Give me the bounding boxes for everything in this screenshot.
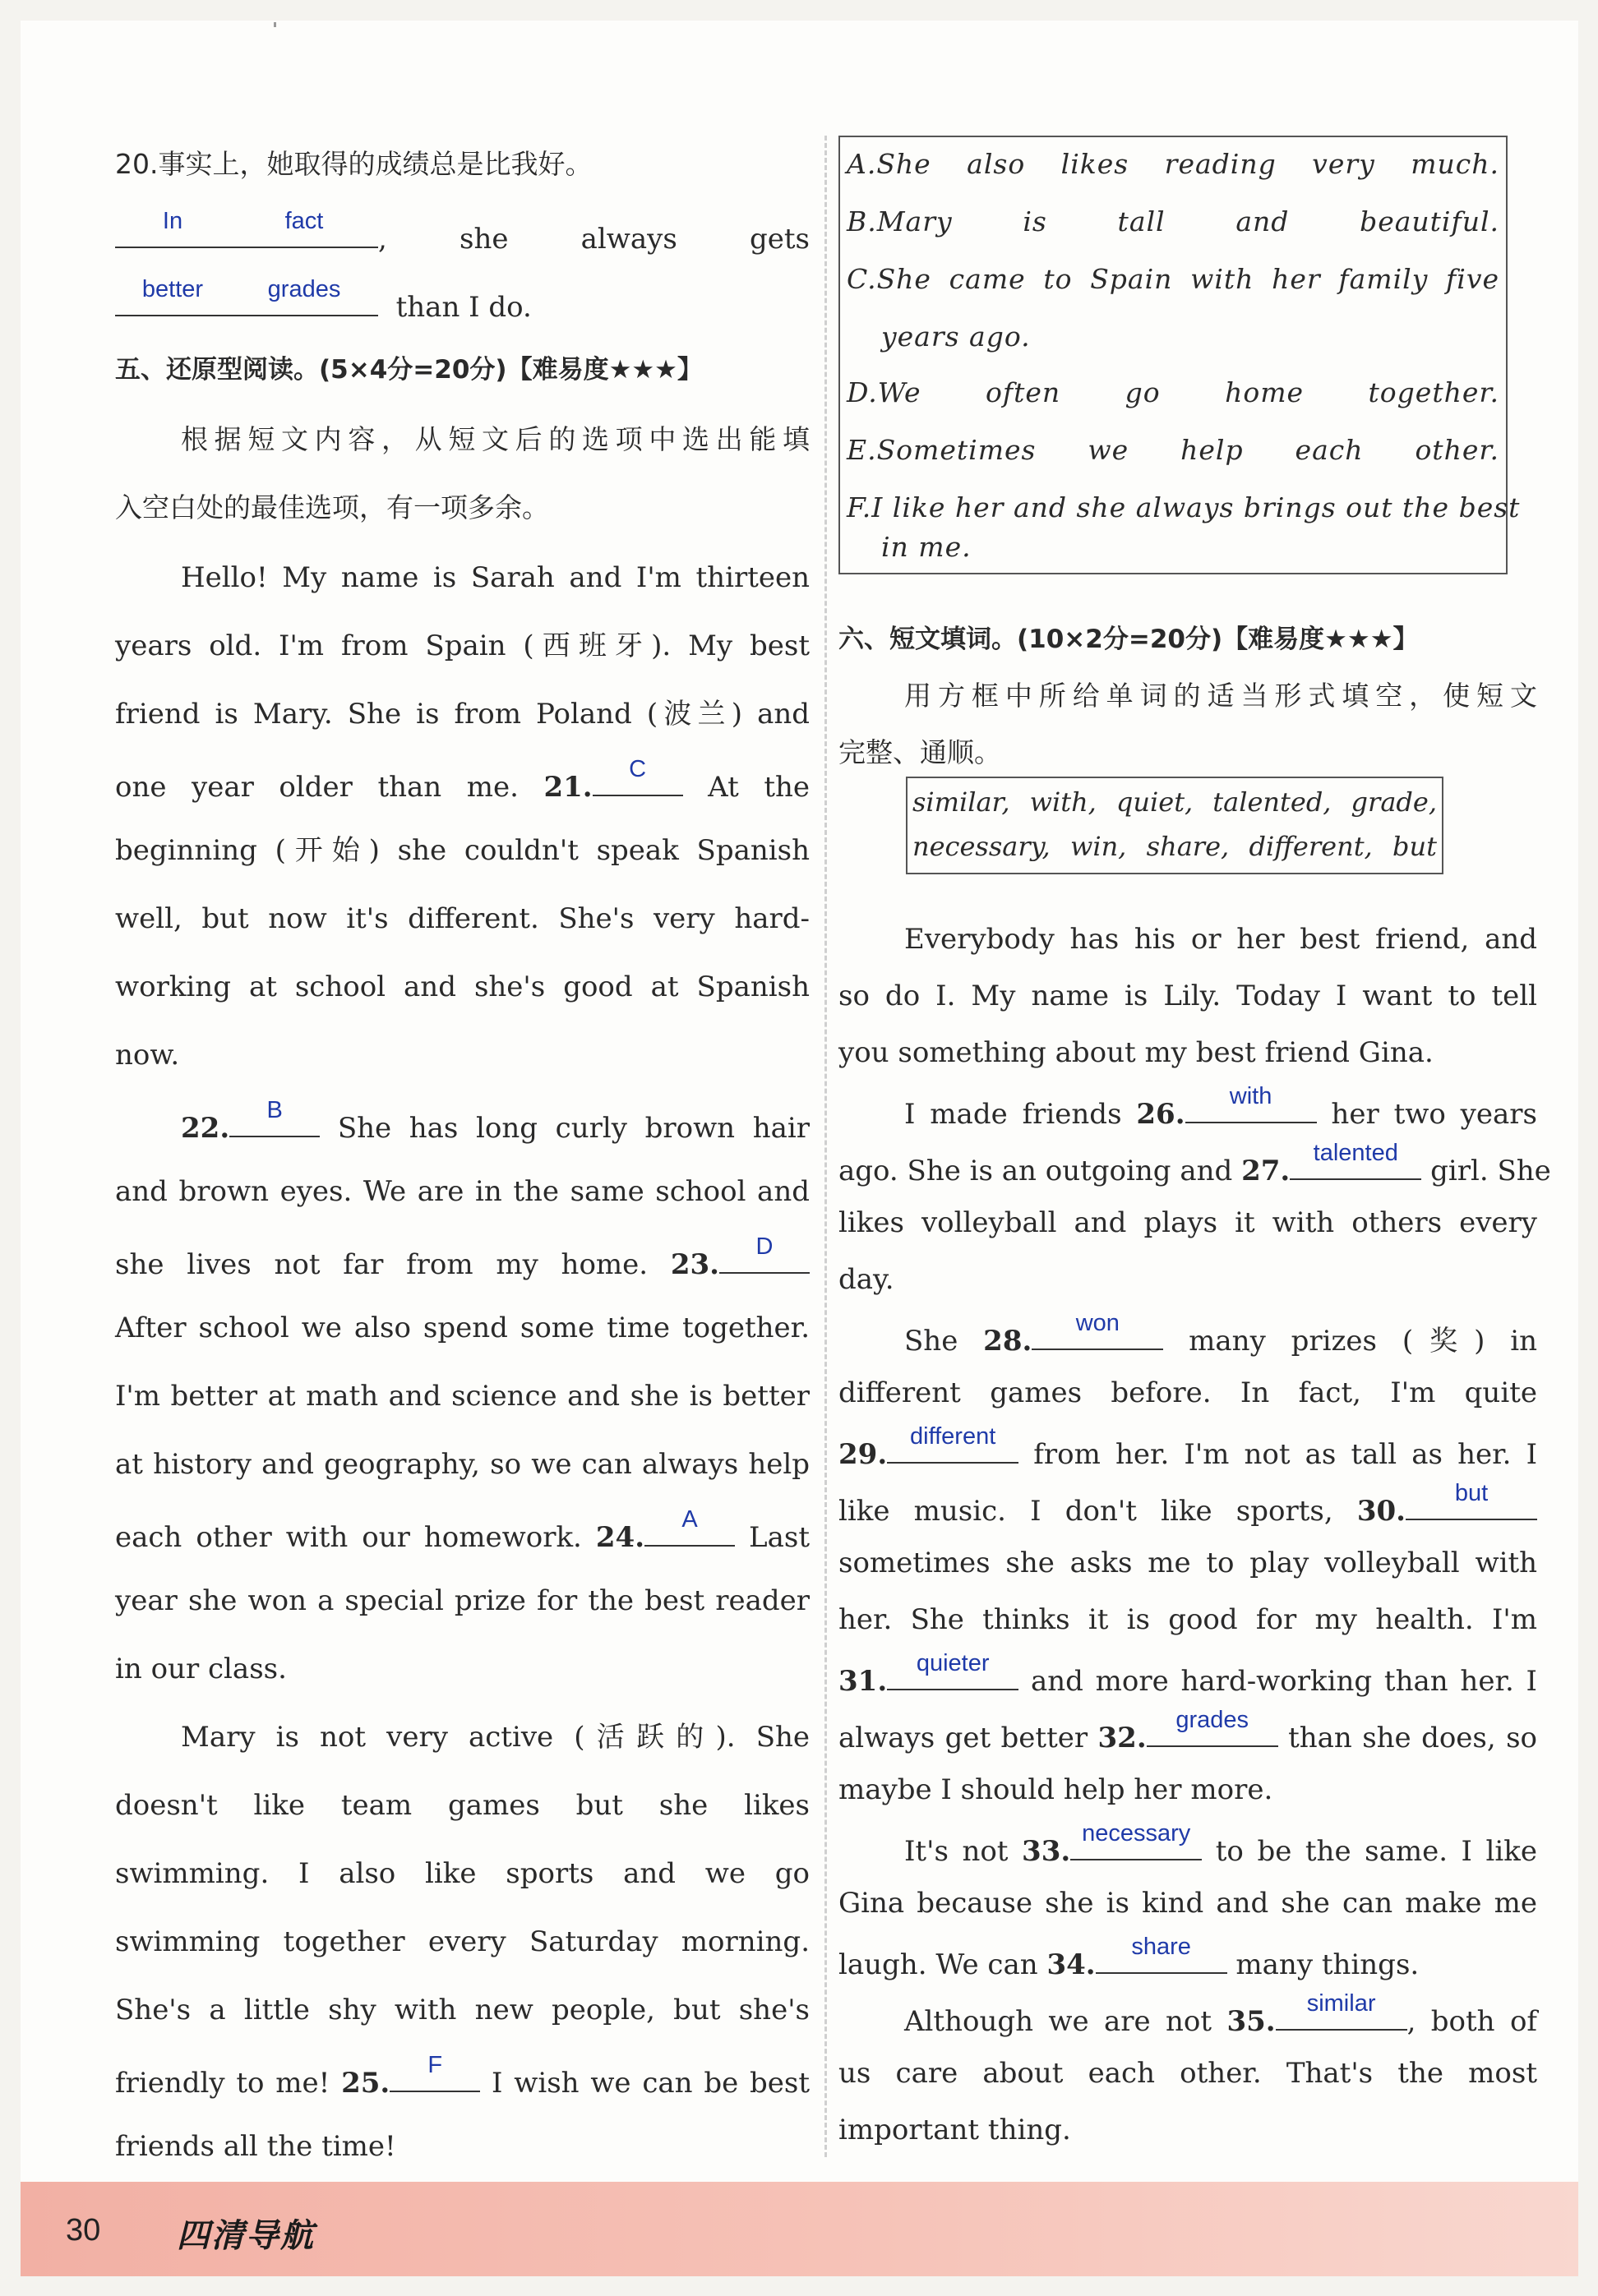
section5-instruction-1: 根据短文内容，从短文后的选项中选出能填 <box>181 423 810 455</box>
passage-line: in our class. <box>115 1653 287 1685</box>
passage-line: She's a little shy with new people, but she's <box>115 1994 810 2026</box>
passage-line: Gina because she is kind and she can make me <box>838 1887 1537 1920</box>
answer-blank <box>887 1650 1018 1690</box>
answer-blank <box>229 1097 320 1137</box>
passage-line: beginning (开始) she couldn't speak Spanish <box>115 834 810 867</box>
answer-text: talented <box>1313 1140 1398 1166</box>
answer-text: In <box>162 208 183 234</box>
section6-instruction-1: 用方框中所给单词的适当形式填空，使短文 <box>904 680 1537 712</box>
answer-text: grades <box>267 276 341 302</box>
word-bank-box <box>906 777 1443 874</box>
passage-line <box>838 1083 1537 1135</box>
passage-line: I'm better at math and science and she is better <box>115 1380 810 1413</box>
answer-text: but <box>1454 1480 1489 1506</box>
options-box <box>838 136 1521 574</box>
passage-text: She <box>904 1325 958 1358</box>
passage-line: friend is Mary. She is from Poland (波兰) and <box>115 698 810 731</box>
option-f-cont: in me. <box>881 531 972 563</box>
passage-line: now. <box>115 1039 180 1072</box>
passage-line: and brown eyes. We are in the same school and <box>115 1175 810 1208</box>
passage-line <box>838 1480 1537 1532</box>
page-number: 30 <box>66 2213 101 2248</box>
question-number: 24. <box>595 1521 645 1554</box>
option-e: E.Sometimes we help each other. <box>847 434 1499 466</box>
answer-text: A <box>681 1506 698 1533</box>
brand-logo: 四清导航 <box>177 2217 315 2255</box>
answer-blank <box>1185 1083 1317 1123</box>
answer-blank <box>644 1506 735 1547</box>
passage-line: us care about each other. That's the most <box>838 2057 1537 2090</box>
passage-line: at history and geography, so we can always help <box>115 1448 810 1481</box>
passage-text: her two years <box>1331 1098 1537 1131</box>
passage-line: different games before. In fact, I'm quite <box>838 1376 1537 1409</box>
answer-blank <box>1290 1140 1421 1180</box>
passage-line <box>115 1097 811 1149</box>
scan-mark <box>274 22 276 27</box>
section5-heading: 五、还原型阅读。(5×4分=20分)【难易度★★★】 <box>115 355 703 385</box>
passage-line: sometimes she asks me to play volleyball with <box>838 1547 1537 1579</box>
passage-line: Mary is not very active (活跃的). She <box>181 1721 810 1754</box>
passage-line: Everybody has his or her best friend, and <box>904 923 1537 956</box>
column-divider <box>824 136 827 2157</box>
passage-line: doesn't like team games but she likes <box>115 1789 810 1822</box>
option-a: A.She also likes reading very much. <box>847 148 1499 180</box>
question-number: 33. <box>1022 1835 1071 1868</box>
answer-blank <box>719 1233 810 1274</box>
option-c-cont: years ago. <box>881 320 1031 353</box>
passage-text: girl. She <box>1430 1155 1551 1187</box>
passage-text: each other with our homework. <box>115 1521 582 1554</box>
question-number: 21. <box>543 771 593 804</box>
passage-line: important thing. <box>838 2114 1071 2146</box>
q20-prompt <box>115 144 810 185</box>
answer-text: D <box>755 1233 774 1260</box>
answer-blank <box>1406 1480 1537 1520</box>
workbook-page <box>21 21 1578 2276</box>
passage-text: She has long curly brown hair <box>337 1112 811 1145</box>
question-number: 22. <box>181 1112 230 1145</box>
answer-blank <box>390 2052 480 2092</box>
passage-text: always get better <box>838 1722 1088 1754</box>
passage-text: than she does, so <box>1288 1722 1537 1754</box>
passage-text: Last <box>749 1521 811 1554</box>
passage-text: Although we are not <box>904 2005 1212 2038</box>
passage-line <box>115 1506 811 1558</box>
section5-instruction-2: 入空白处的最佳选项，有一项多余。 <box>115 491 549 523</box>
answer-text: different <box>910 1423 996 1450</box>
answer-text: with <box>1229 1083 1272 1109</box>
answer-blank <box>115 276 230 316</box>
passage-line <box>838 1310 1538 1362</box>
passage-line: working at school and she's good at Spanish <box>115 970 810 1003</box>
passage-line: day. <box>838 1263 894 1296</box>
passage-text: , both of <box>1406 2005 1538 2038</box>
passage-text: I made friends <box>904 1098 1122 1131</box>
passage-line <box>115 2052 810 2104</box>
question-number: 35. <box>1226 2005 1276 2038</box>
word-bank-line: similar, with, quiet, talented, grade, <box>912 786 1437 818</box>
answer-blank <box>230 276 378 316</box>
q20-prompt-text: 20.事实上，她取得的成绩总是比我好。 <box>115 148 593 180</box>
question-number: 34. <box>1046 1948 1096 1981</box>
passage-line: swimming together every Saturday morning. <box>115 1925 810 1958</box>
question-number: 23. <box>670 1248 719 1281</box>
question-number: 25. <box>341 2067 390 2100</box>
passage-line <box>838 1820 1538 1872</box>
passage-line <box>838 1140 1551 1192</box>
passage-text: like music. I don't like sports, <box>838 1495 1333 1528</box>
answer-blank <box>1032 1310 1163 1350</box>
q20-line1 <box>115 208 810 260</box>
answer-text: quieter <box>916 1650 990 1676</box>
passage-line <box>838 1707 1537 1759</box>
answer-text: F <box>427 2052 443 2078</box>
passage-text: she lives not far from my home. <box>115 1248 649 1281</box>
answer-blank <box>887 1423 1018 1464</box>
passage-text: and more hard-working than her. I <box>1030 1665 1537 1698</box>
option-f: F.I like her and she always brings out the best <box>847 491 1521 523</box>
question-number: 31. <box>838 1665 888 1698</box>
passage-line: her. She thinks it is good for my health. I'm <box>838 1603 1537 1636</box>
section6-instruction-2: 完整、通顺。 <box>838 736 1001 768</box>
answer-blank <box>1070 1820 1202 1860</box>
passage-line: well, but now it's different. She's very hard- <box>115 902 810 935</box>
answer-blank <box>115 208 230 248</box>
answer-text: B <box>266 1097 283 1123</box>
answer-blank <box>1096 1934 1227 1974</box>
question-number: 26. <box>1136 1098 1185 1131</box>
passage-line: Hello! My name is Sarah and I'm thirteen <box>181 561 810 594</box>
q20-line2-text: than I do. <box>395 291 532 324</box>
passage-line: swimming. I also like sports and we go <box>115 1857 810 1890</box>
answer-blank <box>593 756 683 796</box>
passage-text: I wish we can be best <box>492 2067 810 2100</box>
answer-blank <box>1276 1990 1407 2031</box>
question-number: 28. <box>983 1325 1032 1358</box>
passage-line: year she won a special prize for the best reader <box>115 1584 810 1617</box>
passage-text: It's not <box>904 1835 1009 1868</box>
question-number: 32. <box>1097 1722 1147 1754</box>
answer-text: similar <box>1306 1990 1376 2017</box>
passage-text: many things. <box>1235 1948 1420 1981</box>
answer-text: necessary <box>1082 1820 1191 1846</box>
option-c: C.She came to Spain with her family five <box>847 263 1499 295</box>
passage-line <box>838 1650 1537 1702</box>
passage-text: ago. She is an outgoing and <box>838 1155 1233 1187</box>
answer-text: grades <box>1175 1707 1249 1733</box>
passage-line: you something about my best friend Gina. <box>838 1036 1434 1069</box>
passage-line <box>115 1233 810 1285</box>
passage-text: from her. I'm not as tall as her. I <box>1033 1438 1538 1471</box>
passage-line <box>838 1423 1538 1475</box>
section6-heading: 六、短文填词。(10×2分=20分)【难易度★★★】 <box>838 625 1419 654</box>
passage-line: so do I. My name is Lily. Today I want to tell <box>838 980 1537 1012</box>
passage-line: friends all the time! <box>115 2130 396 2163</box>
passage-line: maybe I should help her more. <box>838 1773 1273 1806</box>
answer-text: won <box>1075 1310 1120 1336</box>
passage-text: friendly to me! <box>115 2067 330 2100</box>
option-d: D.We often go home together. <box>847 376 1499 408</box>
passage-line: likes volleyball and plays it with others every <box>838 1206 1537 1239</box>
question-number: 30. <box>1356 1495 1406 1528</box>
answer-blank <box>1147 1707 1278 1747</box>
passage-line <box>838 1990 1538 2042</box>
passage-line <box>115 756 811 808</box>
passage-text: laugh. We can <box>838 1948 1038 1981</box>
option-b: B.Mary is tall and beautiful. <box>847 205 1499 237</box>
passage-line: After school we also spend some time together. <box>115 1312 810 1344</box>
passage-line <box>838 1934 1537 1985</box>
answer-text: share <box>1131 1934 1191 1960</box>
q20-line2 <box>115 276 810 328</box>
q20-line1-text: , she always gets <box>378 223 810 256</box>
word-bank-line: necessary, win, share, different, but <box>912 831 1437 862</box>
passage-text: to be the same. I like <box>1215 1835 1538 1868</box>
passage-line: years old. I'm from Spain (西班牙). My best <box>115 629 810 662</box>
passage-text: At the <box>708 771 811 804</box>
passage-text: one year older than me. <box>115 771 519 804</box>
answer-text: fact <box>284 208 324 234</box>
answer-text: better <box>141 276 204 302</box>
answer-text: C <box>629 756 647 782</box>
passage-text: many prizes (奖) in <box>1189 1325 1538 1358</box>
question-number: 27. <box>1241 1155 1291 1187</box>
question-number: 29. <box>838 1438 888 1471</box>
answer-blank <box>230 208 378 248</box>
